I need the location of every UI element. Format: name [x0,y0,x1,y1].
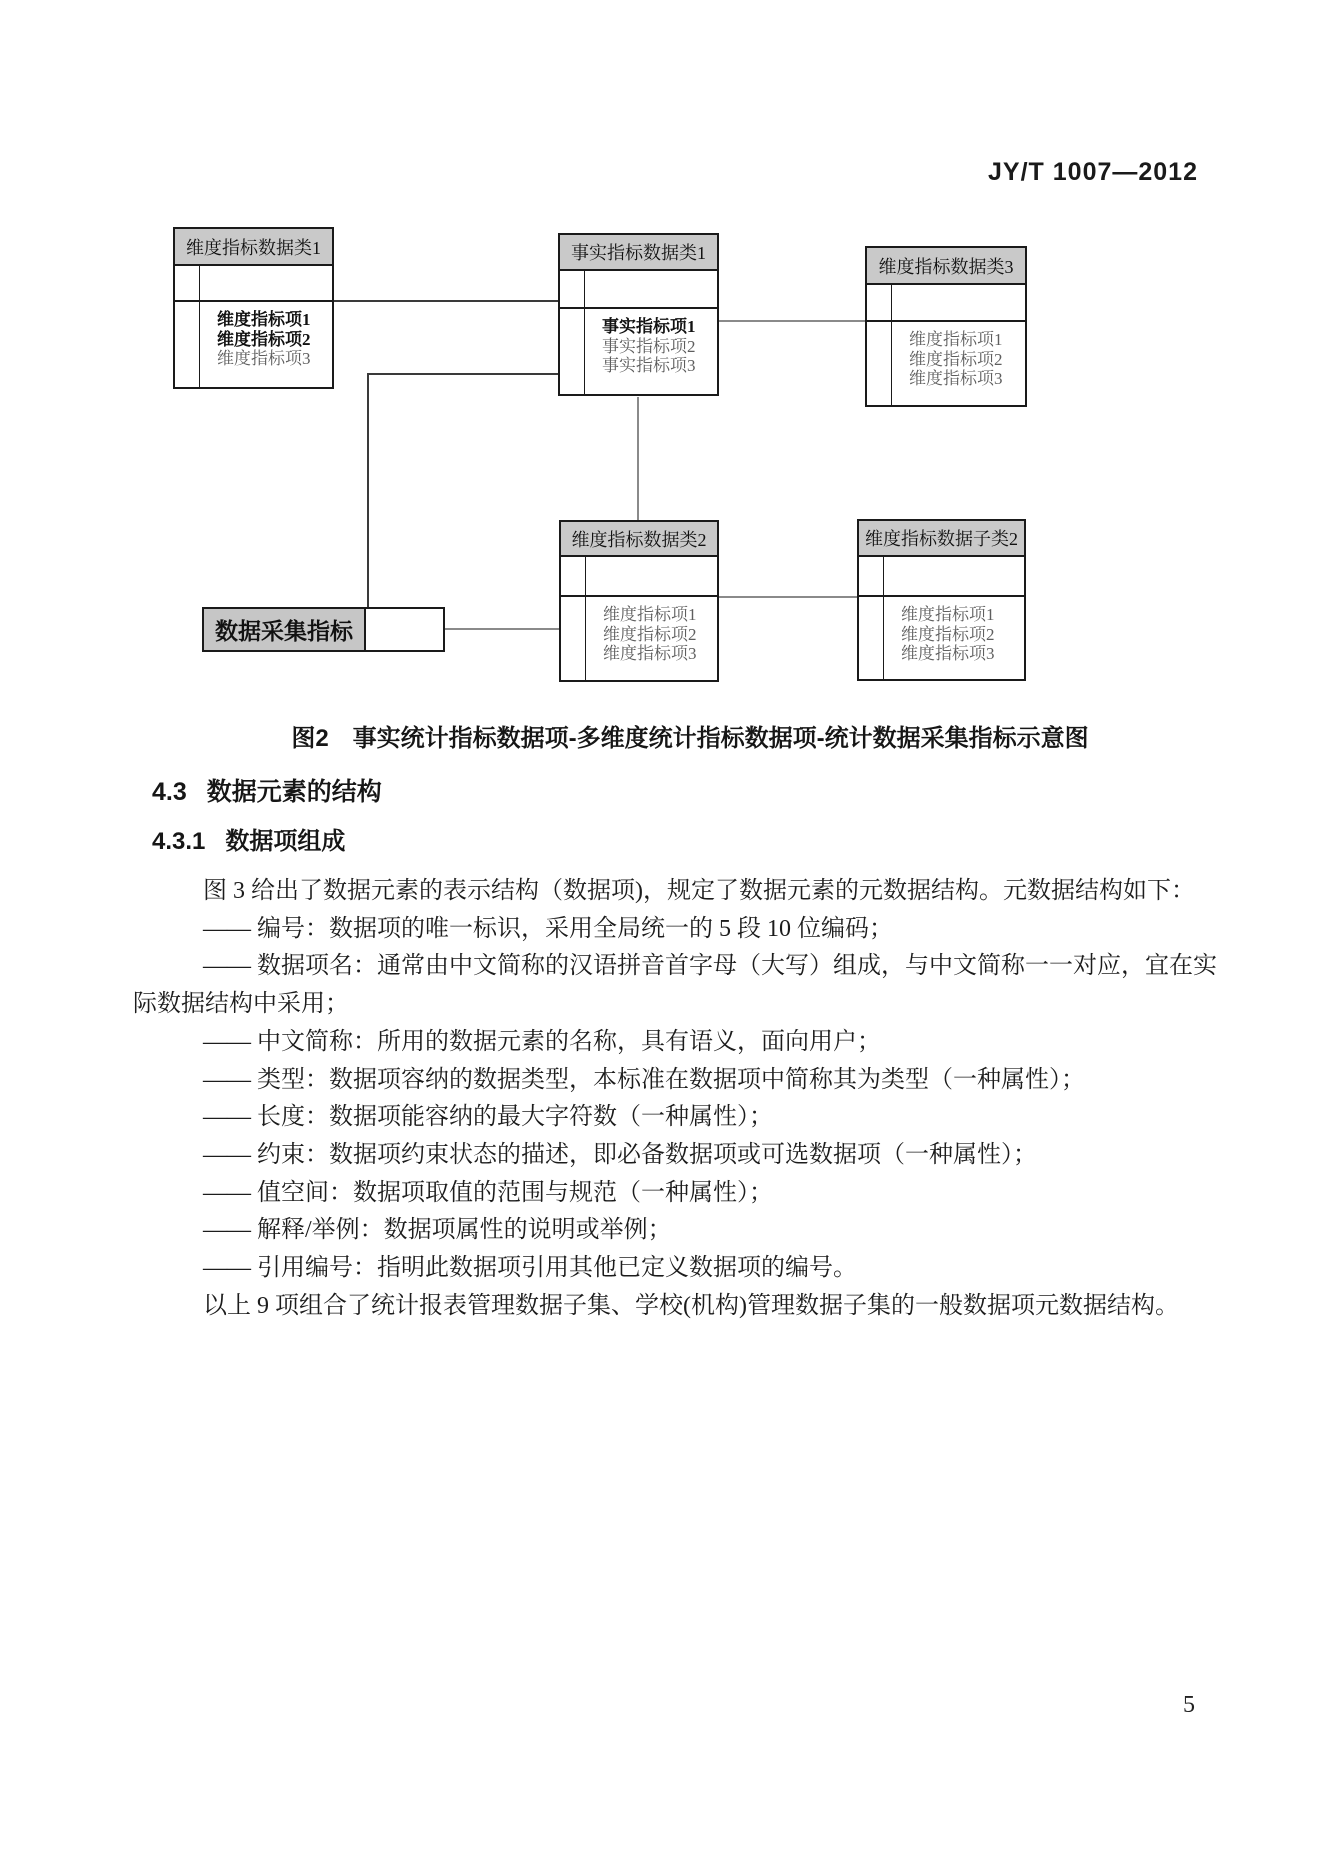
item-list [585,309,717,394]
standard-number-header: JY/T 1007—2012 [988,158,1198,186]
section-number: 4.3 [152,778,187,806]
section-heading-4-3-1 [152,821,345,856]
data-collection-indicator-label: 数据采集指标 [202,607,366,652]
data-collection-indicator-empty-cell [366,607,445,652]
item: 维度指标项3 [909,369,1003,389]
list-line: —— 编号：数据项的唯一标识，采用全局统一的 5 段 10 位编码； [203,915,893,942]
body-text-block [133,873,1217,1325]
connector-dim2-subdim2 [719,596,857,598]
class-box-dimension-3 [865,246,1027,407]
item: 维度指标项1 [603,605,697,624]
item: 维度指标项2 [217,329,311,349]
paragraph-line: 图 3 给出了数据元素的表示结构（数据项)，规定了数据元素的元数据结构。元数据结构如下： [203,878,1195,904]
column-separator [560,309,585,394]
connector-dim1-fact1 [334,300,558,302]
section-title: 数据元素的结构 [206,778,382,806]
item: 维度指标项2 [909,349,1003,369]
class-box-items-row [867,322,1025,405]
list-line: —— 值空间：数据项取值的范围与规范（一种属性）； [203,1179,773,1206]
item-list [884,597,1024,679]
class-box-empty-row [175,266,332,302]
class-box-dimension-1 [173,227,334,389]
section-number: 4.3.1 [152,828,206,855]
figure-caption: 图2 事实统计指标数据项-多维度统计指标数据项-统计数据采集指标示意图 [291,725,1089,752]
item-list [200,302,332,387]
class-box-fact-1 [558,233,719,396]
item: 维度指标项1 [901,605,995,624]
column-separator [175,302,200,387]
list-line: —— 数据项名：通常由中文简称的汉语拼音首字母（大写）组成，与中文简称一一对应，宜在实 [203,953,1217,980]
column-separator [175,266,200,300]
item: 维度指标项3 [603,644,697,664]
class-box-items-row [560,309,717,394]
class-box-title: 维度指标数据类2 [561,522,717,557]
item: 事实指标项2 [602,336,696,356]
column-separator [560,271,585,307]
connector-fact1-collector-horizontal [368,373,558,375]
item-list [586,597,717,680]
section-heading-4-3 [152,772,382,808]
connector-fact1-collector-vertical [367,373,369,607]
list-line: —— 约束：数据项约束状态的描述，即必备数据项或可选数据项（一种属性）； [203,1141,1037,1168]
connector-fact1-dim3 [719,320,865,322]
item: 事实指标项3 [602,356,696,376]
list-line: —— 引用编号：指明此数据项引用其他已定义数据项的编号。 [203,1255,857,1282]
item: 维度指标项1 [909,330,1003,349]
class-box-title: 事实指标数据类1 [560,235,717,271]
list-line: —— 长度：数据项能容纳的最大字符数（一种属性）； [203,1104,773,1131]
class-box-empty-row [560,271,717,309]
class-box-title: 维度指标数据类1 [175,229,332,266]
item-list [892,322,1025,405]
connector-collector-dim2 [445,628,559,630]
data-collection-indicator-box [202,607,445,652]
connector-fact1-dim2-vertical [637,397,639,520]
column-separator [867,285,892,320]
column-separator [859,597,884,679]
item: 维度指标项1 [217,310,311,329]
closing-paragraph-line: 以上 9 项组合了统计报表管理数据子集、学校(机构)管理数据子集的一般数据项元数据结构。 [203,1292,1179,1319]
item: 维度指标项3 [217,349,311,369]
class-box-dimension-2 [559,520,719,682]
class-box-empty-row [561,557,717,597]
class-box-items-row [175,302,332,387]
class-box-items-row [561,597,717,680]
column-separator [867,322,892,405]
list-line: —— 解释/举例：数据项属性的说明或举例； [203,1217,672,1244]
column-separator [561,597,586,680]
item: 维度指标项2 [901,624,995,644]
class-box-empty-row [859,557,1024,597]
list-line: —— 类型：数据项容纳的数据类型，本标准在数据项中简称其为类型（一种属性）； [203,1066,1085,1093]
list-line-continuation: 际数据结构中采用； [133,991,349,1018]
item: 维度指标项3 [901,644,995,664]
column-separator [859,557,884,595]
section-title: 数据项组成 [225,828,346,855]
column-separator [561,557,586,595]
list-line: —— 中文简称：所用的数据元素的名称，具有语义，面向用户； [203,1028,881,1055]
class-box-title: 维度指标数据子类2 [859,521,1024,557]
item: 维度指标项2 [603,624,697,644]
page-number: 5 [1183,1692,1195,1718]
class-box-sub-dimension-2 [857,519,1026,681]
class-box-empty-row [867,285,1025,322]
class-box-title: 维度指标数据类3 [867,248,1025,285]
class-box-items-row [859,597,1024,679]
item: 事实指标项1 [602,317,696,336]
